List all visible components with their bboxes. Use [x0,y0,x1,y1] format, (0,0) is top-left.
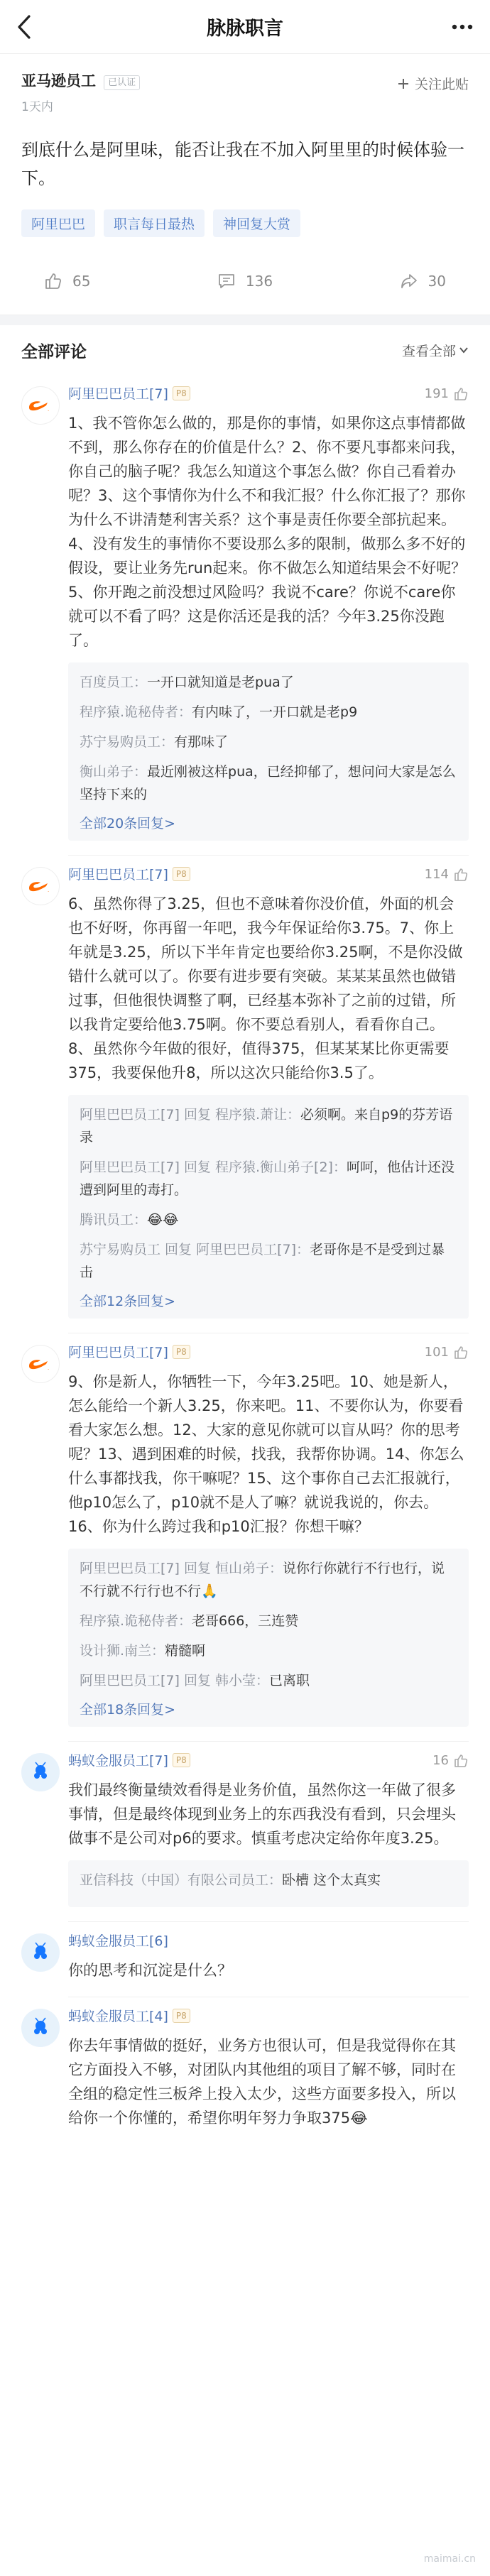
watermark: maimai.cn [423,2553,476,2565]
thumbs-up-icon [44,272,62,290]
comment-button[interactable] [217,272,273,290]
reply-item[interactable] [80,1156,457,1201]
comment-text: 你的思考和沉淀是什么？ [68,1962,232,1979]
reply-text: 一开口就知道是老pua了 [147,675,294,690]
commenter-name-text: 蚂蚁金服员工[4] [68,2009,168,2024]
commenter-name[interactable] [68,1931,469,1950]
comment-like-count: 114 [424,867,449,882]
commenter-name[interactable] [68,383,469,403]
post-body: 到底什么是阿里味，能否让我在不加入阿里里的时候体验一下。 [21,140,464,188]
view-all-replies-link[interactable]: 全部18条回复> [80,1702,176,1718]
reply-author[interactable]: 程序猿.诡秘侍者： [80,704,192,720]
tag-company[interactable]: 阿里巴巴 [21,209,95,237]
top-bar [0,0,490,54]
follow-label: 关注此贴 [414,77,469,92]
comments-title: 全部评论 [21,342,87,361]
reply-text: 老哥你是不是受到过暴击 [80,1242,445,1280]
reply-author[interactable]: 腾讯员工： [80,1212,148,1228]
ant-logo-icon [28,1941,53,1965]
commenter-name[interactable] [68,864,469,883]
reply-item[interactable] [80,1208,457,1231]
commenter-name-text: 阿里巴巴员工[7] [68,1345,168,1360]
more-menu-button[interactable] [445,24,473,30]
reply-author[interactable]: 苏宁易购员工： [80,734,175,750]
reply-box [68,1095,469,1319]
share-count: 30 [428,272,446,290]
reply-author[interactable]: 阿里巴巴员工[7] 回复 韩小莹： [80,1673,269,1688]
reply-item[interactable] [80,1639,457,1662]
comment-text: 6、虽然你得了3.25，但也不意味着你没价值，外面的机会也不好呀，你再留一年吧，我今年保证给你3.75。7、你上年就是3.25，所以下半年肯定也要给你3.25啊，不是你没做错什么就可以了。你要有进步要有突破。某某某虽然也做错过事，但他很快调整了啊，已经基本弥补了之前的过错，所以我肯定要给他3.75啊。你不要总看别人，看看你自己。8、虽然你今年做的很好，值得375，但某某某比你更需要375，我要保他升8，所以这次只能给你3.5了。 [68,895,463,1081]
reply-author[interactable]: 设计狮.南兰： [80,1643,165,1659]
reply-author[interactable]: 阿里巴巴员工[7] 回复 恒山弟子： [80,1561,283,1576]
post-author[interactable]: 亚马逊员工 [21,72,96,89]
comment-like-icon [453,1754,469,1768]
reply-text: 精髓啊 [165,1643,206,1659]
comment-text: 9、你是新人，你牺牲一下，今年3.25吧。10、她是新人，怎么能给一个新人3.25，你来吧。11、不要你认为，你要看看大家怎么想。12、大家的意见你就可以盲从吗？你的思考呢？13、遇到困难的时候，找我，我帮你协调。14、你怎么什么事都找我，你干嘛呢？15、这个事你自己去汇报就行，他p10怎么了，p10就不是人了嘛？就说我说的，你去。16、你为什么跨过我和p10汇报？你想干嘛？ [68,1373,464,1535]
reply-item[interactable] [80,731,457,753]
reply-box [68,662,469,841]
page-title: 脉脉职言 [207,18,283,40]
view-all-replies-link[interactable]: 全部20条回复> [80,816,176,831]
commenter-avatar[interactable] [21,2009,60,2047]
comment-like-count: 191 [424,386,449,401]
like-count: 65 [72,272,91,290]
comment-item[interactable] [0,856,490,1333]
share-button[interactable] [400,272,446,290]
back-arrow-icon [17,15,31,39]
reply-author[interactable]: 百度员工： [80,675,148,690]
reply-item[interactable] [80,1869,457,1892]
level-badge: P8 [173,1345,190,1359]
commenter-name-text: 阿里巴巴员工[7] [68,386,168,402]
level-badge: P8 [173,2009,190,2023]
reply-text: 有那味了 [174,734,229,750]
share-icon [400,272,418,290]
comment-count: 136 [245,272,273,290]
comments-filter-label: 查看全部 [401,343,456,359]
level-badge: P8 [173,1753,190,1767]
reply-item[interactable] [80,671,457,694]
reply-text: 卧槽 这个太真实 [282,1872,381,1888]
comment-like-count: 101 [424,1345,449,1360]
reply-text: 老哥666，三连赞 [192,1613,299,1629]
comment-like-count: 16 [432,1753,449,1768]
alibaba-logo-icon [26,398,55,413]
comment-like-icon [453,868,469,882]
ant-logo-icon [28,1760,53,1784]
commenter-name[interactable] [68,2006,469,2025]
reply-text: 说你行你就行不行也行，说不行就不行行也不行🙏 [80,1561,445,1599]
tag-best-reply[interactable]: 神回复大赏 [213,209,300,237]
svg-text:.: . [48,1365,50,1371]
reply-text: 😂😂 [147,1212,179,1228]
reply-author[interactable]: 阿里巴巴员工[7] 回复 程序猿.衡山弟子[2]： [80,1159,347,1175]
reply-text: 呵呵，他估计还没遭到阿里的毒打。 [80,1159,454,1198]
commenter-name-text: 阿里巴巴员工[7] [68,867,168,883]
reply-author[interactable]: 苏宁易购员工 回复 阿里巴巴员工[7]： [80,1242,310,1257]
post [0,54,490,237]
commenter-avatar[interactable] [21,1753,60,1791]
more-dots-icon [452,24,473,30]
comment-like-icon [453,1346,469,1360]
commenter-avatar[interactable] [21,867,60,905]
comment-list [0,375,490,2144]
reply-author[interactable]: 亚信科技（中国）有限公司员工： [80,1872,283,1888]
reply-item[interactable] [80,1103,457,1149]
reply-item[interactable] [80,1610,457,1632]
section-spacer [0,315,490,325]
commenter-name[interactable] [68,1342,469,1361]
reply-item[interactable] [80,760,457,806]
post-tags [21,209,469,237]
reply-text: 必须啊。来自p9的芬芳语录 [80,1107,453,1145]
reply-author[interactable]: 衡山弟子： [80,764,148,780]
reply-item[interactable] [80,1557,457,1603]
comment-icon [217,272,236,290]
comments-filter-button[interactable] [402,341,469,360]
like-button[interactable] [44,272,90,290]
comment-like-icon [453,387,469,401]
comment-item[interactable] [0,1922,490,1997]
reply-item[interactable] [80,1238,457,1284]
svg-text:.: . [48,407,50,413]
commenter-name-text: 蚂蚁金服员工[6] [68,1933,168,1949]
chevron-down-icon [459,346,469,354]
alibaba-logo-icon [26,878,55,894]
view-all-replies-link[interactable]: 全部12条回复> [80,1294,176,1309]
comment-item[interactable] [0,1333,490,1741]
post-actions [0,247,490,315]
comment-like-button[interactable] [425,386,469,401]
comment-like-button[interactable] [425,1345,469,1360]
reply-author[interactable]: 阿里巴巴员工[7] 回复 程序猿.萧让： [80,1107,301,1123]
back-button[interactable] [17,13,45,41]
comment-text: 1、我不管你怎么做的，那是你的事情，如果你这点事情都做不到，那么你存在的价值是什么？2、你不要凡事都来问我，你自己的脑子呢？我怎么知道这个事怎么做？你自己看着办呢？3、这个事情你为什么不和我汇报？什么你汇报了？那你为什么不讲清楚利害关系？这个事是责任你要全部抗起来。4、没有发生的事情你不要设那么多的限制，做那么多不好的假设，要让业务先run起来。你不做怎么知道结果会不好呢？5、你开跑之前没想过风险吗？我说不care？你说不care你就可以不看了吗？这是你活还是我的活？今年3.25你没跑了。 [68,415,467,649]
commenter-avatar[interactable] [21,386,60,425]
reply-box [68,1860,469,1907]
verified-badge: 已认证 [104,75,140,90]
post-time: 1天内 [21,100,53,114]
comment-item[interactable] [0,375,490,855]
comment-item[interactable] [0,1742,490,1921]
plus-icon [396,77,410,91]
level-badge: P8 [173,867,190,881]
reply-text: 最近刚被这样pua，已经抑郁了，想问问大家是怎么坚持下来的 [80,764,456,802]
reply-text: 有内味了，一开口就是老p9 [192,704,358,720]
comment-text: 你去年事情做的挺好，业务方也很认可，但是我觉得你在其它方面投入不够，对团队内其他组的项目了解不够，同时在全组的稳定性三板斧上投入太少，这些方面要多投入，所以给你一个你懂的，希望你明年努力争取375😂 [68,2037,456,2127]
comment-item[interactable] [0,1997,490,2144]
reply-item[interactable] [80,1669,457,1692]
tag-daily-hot[interactable]: 职言每日最热 [104,209,205,237]
level-badge: P8 [173,386,190,400]
commenter-avatar[interactable] [21,1345,60,1383]
reply-box [68,1549,469,1727]
follow-post-button[interactable] [396,74,469,93]
commenter-name-text: 蚂蚁金服员工[7] [68,1753,168,1769]
ant-logo-icon [28,2016,53,2040]
comment-like-button[interactable] [425,867,469,882]
reply-text: 已离职 [269,1673,310,1688]
comments-header [0,325,490,375]
svg-text:.: . [48,888,50,893]
alibaba-logo-icon [26,1356,55,1372]
reply-item[interactable] [80,701,457,724]
comment-text: 我们最终衡量绩效看得是业务价值，虽然你这一年做了很多事情，但是最终体现到业务上的东西我没有看到，只会埋头做事不是公司对p6的要求。慎重考虑决定给你年度3.25。 [68,1781,456,1847]
commenter-name[interactable] [68,1750,469,1769]
comment-like-button[interactable] [432,1753,469,1768]
commenter-avatar[interactable] [21,1933,60,1972]
reply-author[interactable]: 程序猿.诡秘侍者： [80,1613,192,1629]
